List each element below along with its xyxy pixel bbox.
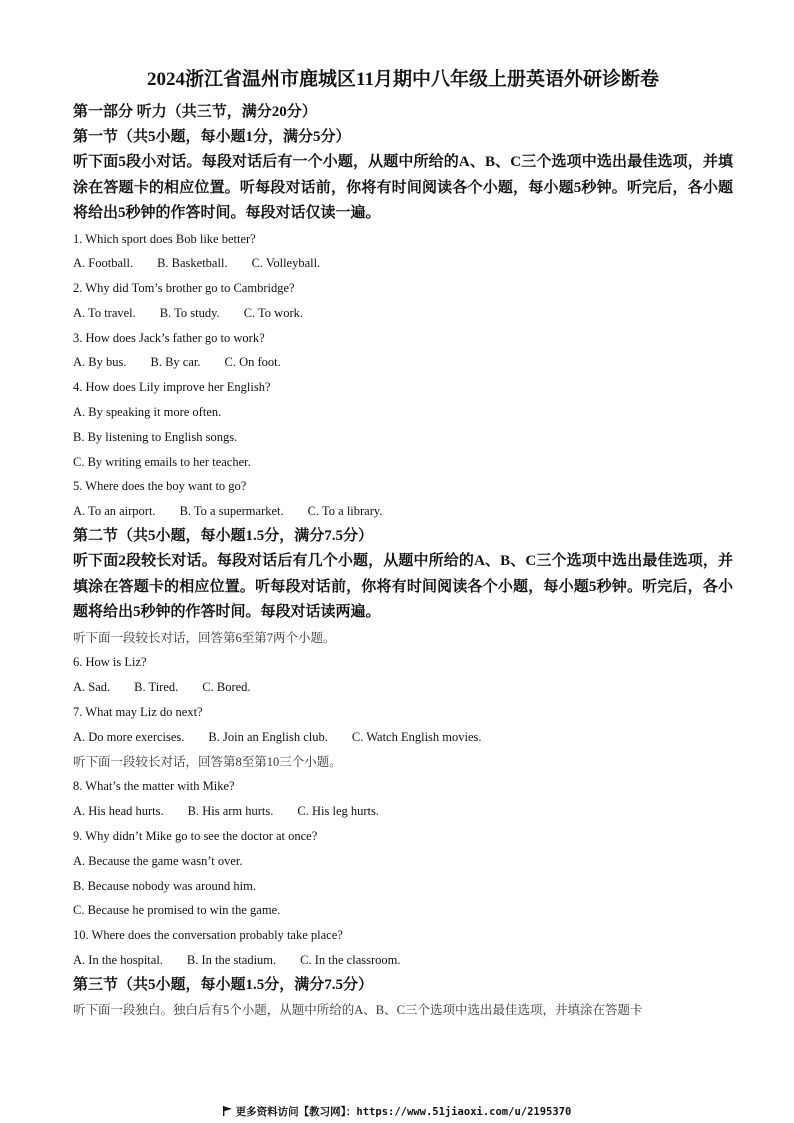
question-4-option-b: B. By listening to English songs. <box>73 429 238 444</box>
question-2: 2. Why did Tom’s brother go to Cambridge? <box>73 281 295 296</box>
question-4: 4. How does Lily improve her English? <box>73 380 271 395</box>
question-2-options <box>73 301 733 326</box>
option-a: A. Do more exercises. <box>73 729 185 744</box>
option-b: B. In the stadium. <box>186 952 277 967</box>
option-b: B. To study. <box>159 305 220 320</box>
question-3: 3. How does Jack’s father go to work? <box>73 330 265 345</box>
flag-icon <box>223 1106 232 1116</box>
question-9-option-a: A. Because the game wasn’t over. <box>73 853 243 868</box>
question-8: 8. What’s the matter with Mike? <box>73 779 235 794</box>
option-b: B. His arm hurts. <box>187 804 274 819</box>
section2-note-2: 听下面一段较长对话，回答第8至第10三个小题。 <box>73 754 342 769</box>
question-3-options <box>73 350 733 375</box>
question-9-option-c: C. Because he promised to win the game. <box>73 903 281 918</box>
question-10-options <box>73 948 733 973</box>
page-title: 2024浙江省温州市鹿城区11月期中八年级上册英语外研诊断卷 <box>147 69 659 90</box>
section1-heading: 第一节（共5小题，每小题1分，满分5分） <box>73 129 351 145</box>
option-a: A. Football. <box>73 256 134 271</box>
question-5-options <box>73 499 733 524</box>
question-5: 5. Where does the boy want to go? <box>73 479 247 494</box>
question-7: 7. What may Liz do next? <box>73 704 203 719</box>
section3-heading: 第三节（共5小题，每小题1.5分，满分7.5分） <box>73 976 374 993</box>
option-c: C. Bored. <box>202 680 251 695</box>
option-c: C. In the classroom. <box>300 952 401 967</box>
option-c: C. On foot. <box>224 355 281 370</box>
option-c: C. Volleyball. <box>251 256 321 271</box>
option-a: A. By bus. <box>73 355 127 370</box>
footer-link[interactable]: 更多资料访问【教习网】：https://www.51jiaoxi.com/u/2195370 <box>235 1106 572 1118</box>
section2-instruction: 听下面2段较长对话。每段对话后有几个小题，从题中所给的A、B、C三个选项中选出最佳选项，并填涂在答题卡的相应位置。听每段对话前，你将有时间阅读各个小题，每小题5秒钟。听完后，各小题将给出5秒钟的作答时间。每段对话读两遍。 <box>73 553 733 621</box>
question-8-options <box>73 799 733 824</box>
question-9-option-b: B. Because nobody was around him. <box>73 878 256 893</box>
section2-heading: 第二节（共5小题，每小题1.5分，满分7.5分） <box>73 528 374 545</box>
option-a: A. His head hurts. <box>73 804 164 819</box>
option-c: C. His leg hurts. <box>297 804 379 819</box>
question-7-options <box>73 725 733 750</box>
option-b: B. By car. <box>150 355 201 370</box>
part1-heading: 第一部分 听力（共三节，满分20分） <box>73 104 317 120</box>
option-b: B. Tired. <box>134 680 179 695</box>
option-b: B. Basketball. <box>157 256 228 271</box>
section3-instruction: 听下面一段独白。独白后有5个小题，从题中所给的A、B、C三个选项中选出最佳选项，并填涂在答题卡 <box>73 1002 643 1017</box>
question-4-option-c: C. By writing emails to her teacher. <box>73 454 251 469</box>
question-6: 6. How is Liz? <box>73 655 147 670</box>
question-6-options <box>73 675 733 700</box>
footer <box>0 1104 794 1119</box>
document-page <box>73 66 733 1023</box>
option-a: A. In the hospital. <box>73 952 163 967</box>
question-10: 10. Where does the conversation probably take place? <box>73 928 343 943</box>
question-4-option-a: A. By speaking it more often. <box>73 405 222 420</box>
section2-note-1: 听下面一段较长对话，回答第6至第7两个小题。 <box>73 630 336 645</box>
question-1: 1. Which sport does Bob like better? <box>73 231 256 246</box>
question-1-options <box>73 251 733 276</box>
option-a: A. To travel. <box>73 305 136 320</box>
option-c: C. Watch English movies. <box>351 729 482 744</box>
option-c: C. To a library. <box>307 504 383 519</box>
option-a: A. Sad. <box>73 680 111 695</box>
option-b: B. To a supermarket. <box>179 504 284 519</box>
option-a: A. To an airport. <box>73 504 156 519</box>
option-c: C. To work. <box>243 305 304 320</box>
option-b: B. Join an English club. <box>208 729 328 744</box>
question-9: 9. Why didn’t Mike go to see the doctor at once? <box>73 828 318 843</box>
section1-instruction: 听下面5段小对话。每段对话后有一个小题，从题中所给的A、B、C三个选项中选出最佳选项，并填涂在答题卡的相应位置。听每段对话前，你将有时间阅读各个小题，每小题5秒钟。听完后，各小题将给出5秒钟的作答时间。每段对话仅读一遍。 <box>73 154 733 221</box>
